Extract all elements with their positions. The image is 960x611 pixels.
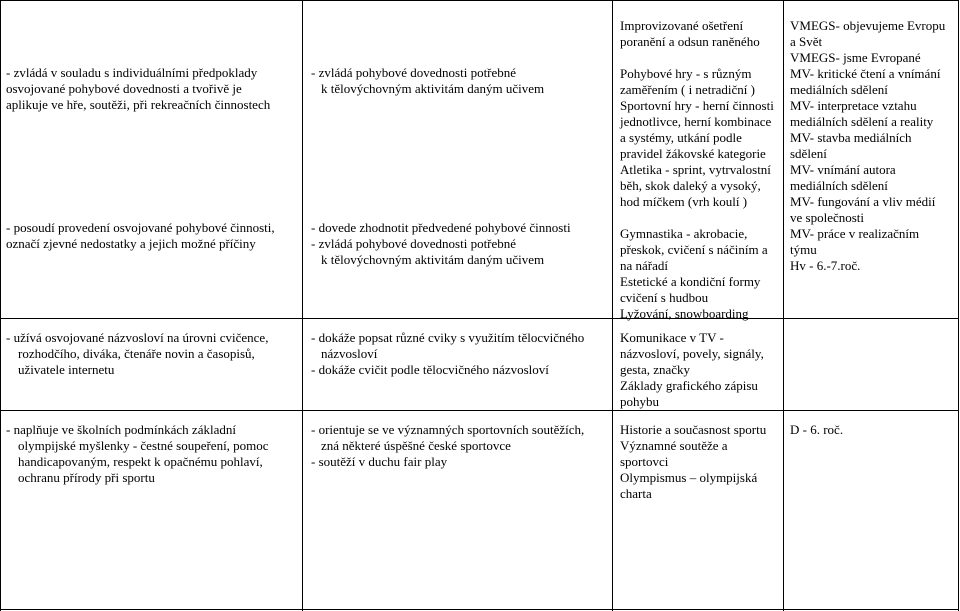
- cell-text-line: Historie a současnost sportu: [620, 422, 767, 437]
- cell-text-line: - užívá osvojované názvosloví na úrovni cvičence,: [6, 330, 269, 345]
- row1-crosscurricular-cell: [790, 18, 945, 274]
- row-divider-1: [0, 318, 959, 319]
- cell-text-line: - zvládá pohybové dovednosti potřebné: [311, 65, 517, 80]
- cell-text-line: - dokáže popsat různé cviky s využitím tělocvičného: [311, 330, 585, 345]
- cell-text-line: uživatele internetu: [18, 362, 115, 377]
- outcome-block: [6, 65, 270, 113]
- cell-text-line: - zvládá pohybové dovednosti potřebné: [311, 236, 517, 251]
- cell-text-line: Komunikace v TV -: [620, 330, 724, 345]
- cell-text-line: - dovede zhodnotit předvedené pohybové činnosti: [311, 220, 571, 235]
- cell-text-line: - zvládá v souladu s individuálními předpoklady: [6, 65, 258, 80]
- cell-text-line: - naplňuje ve školních podmínkách základní: [6, 422, 236, 437]
- cell-text-line: označí zjevné nedostatky a jejich možné příčiny: [6, 236, 256, 251]
- row-divider-2: [0, 410, 959, 411]
- cell-text-line: mediálních sdělení: [790, 82, 888, 97]
- cell-text-line: MV- interpretace vztahu: [790, 98, 917, 113]
- cell-text-line: Významné soutěže a: [620, 438, 728, 453]
- cell-text-line: Základy grafického zápisu: [620, 378, 758, 393]
- cell-text-line: Lyžování, snowboarding: [620, 306, 749, 321]
- column-divider-2: [612, 0, 613, 611]
- row1-outcomes-cell-2: [6, 220, 275, 252]
- blank-line: [620, 50, 774, 66]
- cell-text-line: ve společnosti: [790, 210, 865, 225]
- cell-text-line: Gymnastika - akrobacie,: [620, 226, 748, 241]
- row2-content-cell: [620, 330, 764, 410]
- table-border-left: [0, 0, 1, 611]
- row3-outcomes-cell: [6, 422, 269, 486]
- cell-text-line: MV- práce v realizačním: [790, 226, 920, 241]
- table-border-right: [958, 0, 959, 611]
- table-border-top: [0, 0, 959, 1]
- cell-text-line: osvojované pohybové dovednosti a tvořivě je: [6, 81, 242, 96]
- outcome-block: [6, 220, 275, 252]
- cell-text-line: běh, skok daleký a vysoký,: [620, 178, 761, 193]
- cell-text-line: aplikuje ve hře, soutěži, při rekreačních činnostech: [6, 97, 271, 112]
- cell-text-line: k tělovýchovným aktivitám daným učivem: [321, 252, 545, 267]
- cell-text-line: ochranu přírody při sportu: [18, 470, 155, 485]
- cell-text-line: MV- kritické čtení a vnímání: [790, 66, 941, 81]
- cell-text-line: přeskok, cvičení s náčiním a: [620, 242, 768, 257]
- cell-text-line: sportovci: [620, 454, 669, 469]
- cell-text-line: Atletika - sprint, vytrvalostní: [620, 162, 771, 177]
- cell-text-line: D - 6. roč.: [790, 422, 844, 437]
- cell-text-line: mediálních sdělení: [790, 178, 888, 193]
- cell-text-line: Hv - 6.-7.roč.: [790, 258, 861, 273]
- cell-text-line: jednotlivce, herní kombinace: [620, 114, 772, 129]
- cell-text-line: MV- stavba mediálních: [790, 130, 912, 145]
- cell-text-line: - dokáže cvičit podle tělocvičného názvosloví: [311, 362, 549, 377]
- cell-text-line: Sportovní hry - herní činnosti: [620, 98, 774, 113]
- row3-crosscurricular-cell: [790, 422, 843, 438]
- cell-text-line: - soutěží v duchu fair play: [311, 454, 448, 469]
- column-divider-3: [783, 0, 784, 611]
- cell-text-line: zaměřením ( i netradiční ): [620, 82, 755, 97]
- cell-text-line: cvičení s hudbou: [620, 290, 709, 305]
- cell-text-line: - posoudí provedení osvojované pohybové činnosti,: [6, 220, 275, 235]
- cell-text-line: pravidel žákovské kategorie: [620, 146, 766, 161]
- cell-text-line: - orientuje se ve významných sportovních soutěžích,: [311, 422, 585, 437]
- row1-skills-cell: [311, 65, 544, 97]
- cell-text-line: MV- fungování a vliv médií: [790, 194, 936, 209]
- blank-line: [620, 210, 774, 226]
- cell-text-line: sdělení: [790, 146, 827, 161]
- cell-text-line: týmu: [790, 242, 817, 257]
- row1-outcomes-cell: [6, 65, 270, 113]
- cell-text-line: mediálních sdělení a reality: [790, 114, 934, 129]
- row3-content-cell: [620, 422, 766, 502]
- cell-text-line: a Svět: [790, 34, 823, 49]
- cell-text-line: Estetické a kondiční formy: [620, 274, 761, 289]
- cell-text-line: Improvizované ošetření: [620, 18, 744, 33]
- cell-text-line: k tělovýchovným aktivitám daným učivem: [321, 81, 545, 96]
- cell-text-line: názvosloví: [321, 346, 378, 361]
- row2-outcomes-cell: [6, 330, 268, 378]
- cell-text-line: rozhodčího, diváka, čtenáře novin a časopisů,: [18, 346, 255, 361]
- cell-text-line: na nářadí: [620, 258, 669, 273]
- cell-text-line: gesta, značky: [620, 362, 691, 377]
- cell-text-line: VMEGS- jsme Evropané: [790, 50, 921, 65]
- cell-text-line: MV- vnímání autora: [790, 162, 896, 177]
- cell-text-line: Pohybové hry - s různým: [620, 66, 752, 81]
- cell-text-line: Olympismus – olympijská: [620, 470, 758, 485]
- cell-text-line: hod míčkem (vrh koulí ): [620, 194, 748, 209]
- cell-text-line: a systémy, utkání podle: [620, 130, 742, 145]
- cell-text-line: charta: [620, 486, 652, 501]
- cell-text-line: VMEGS- objevujeme Evropu: [790, 18, 946, 33]
- row1-content-cell: [620, 18, 774, 322]
- table-border-bottom: [0, 609, 959, 610]
- cell-text-line: zná některé úspěšné české sportovce: [321, 438, 511, 453]
- column-divider-1: [302, 0, 303, 611]
- cell-text-line: olympijské myšlenky - čestné soupeření, pomoc: [18, 438, 269, 453]
- cell-text-line: handicapovaným, respekt k opačnému pohlaví,: [18, 454, 263, 469]
- cell-text-line: poranění a odsun raněného: [620, 34, 760, 49]
- row3-skills-cell: [311, 422, 584, 470]
- cell-text-line: názvosloví, povely, signály,: [620, 346, 764, 361]
- row1-skills-cell-2: [311, 220, 571, 268]
- cell-text-line: pohybu: [620, 394, 659, 409]
- row2-skills-cell: [311, 330, 584, 378]
